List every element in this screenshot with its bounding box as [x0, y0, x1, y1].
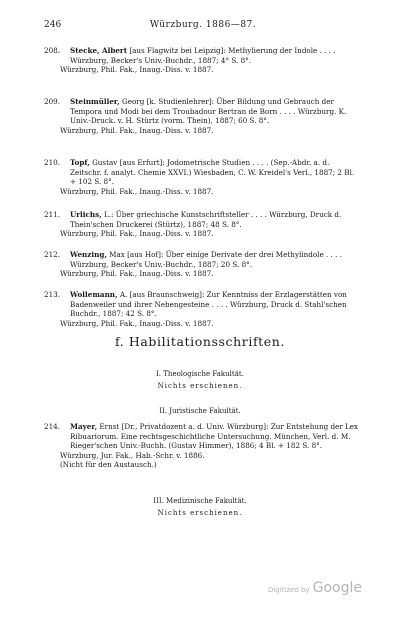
- list-item: [44, 97, 362, 135]
- entry-text: [70, 422, 362, 451]
- list-item: [44, 290, 362, 328]
- entry-description: Gustav [aus Erfurt]: Jodometrische Studien . . . . (Sep.-Abdr. a. d. Zeitschr. f. analyt. Chemie XXVI.) Wiesbaden, C. W. Kreidel's Verl., 1887; 2 Bl. + 102 S. 8°.: [70, 158, 355, 187]
- entry-text: [70, 46, 362, 65]
- entry-faculty-note: Würzburg, Jur. Fak., Hab.-Schr. v. 1886.: [60, 450, 205, 460]
- entry-text: [70, 210, 362, 229]
- entry-number: 208.: [44, 46, 61, 55]
- entry-author: Topf,: [70, 158, 90, 167]
- entry-faculty-note: Würzburg, Phil. Fak., Inaug.-Diss. v. 1887.: [60, 65, 214, 75]
- list-item: [44, 210, 362, 239]
- faculty-heading-law: II. Juristische Fakultät.: [159, 407, 241, 415]
- entry-number: 212.: [44, 250, 61, 259]
- faculty-heading-medicine: III. Medizinische Fakultät.: [153, 497, 247, 505]
- entry-author: Steinmüller,: [70, 97, 120, 106]
- list-item: [44, 422, 362, 470]
- entry-description: [aus Flagwitz bei Leipzig]: Methylierung der Indole . . . . Würzburg, Becker's Univ.-Buchdr., 1887; 4° S. 8°.: [70, 46, 336, 65]
- google-watermark: [268, 577, 362, 596]
- entry-number: 209.: [44, 97, 61, 106]
- entry-author: Stecke, Albert: [70, 46, 128, 55]
- entry-text: [70, 97, 362, 126]
- entry-description: Max [aus Hof]: Über einige Derivate der drei Methylindole . . . . Würzburg, Becker's Univ.-Buchdr., 1887; 20 S. 8°.: [70, 250, 342, 269]
- exchange-note: (Nicht für den Austausch.): [60, 460, 157, 470]
- entry-author: Wenzing,: [70, 250, 107, 259]
- list-item: [44, 250, 362, 279]
- entry-author: Urlichs,: [70, 210, 102, 219]
- google-logo: Google: [312, 580, 362, 596]
- entry-number: 210.: [44, 158, 61, 167]
- entry-faculty-note: Würzburg, Phil. Fak., Inaug.-Diss. v. 1887.: [60, 125, 214, 135]
- entry-number: 213.: [44, 290, 61, 299]
- entry-faculty-note: Würzburg, Phil. Fak., Inaug.-Diss. v. 1887.: [60, 229, 214, 239]
- theology-none-note: Nichts erschienen.: [157, 382, 243, 390]
- entry-author: Wollemann,: [70, 290, 118, 299]
- list-item: [44, 158, 362, 196]
- faculty-heading-theology: I. Theologische Fakultät.: [156, 370, 244, 378]
- entry-number: 214.: [44, 422, 61, 431]
- entry-author: Mayer,: [70, 422, 98, 431]
- entry-faculty-note: Würzburg, Phil. Fak., Inaug.-Diss. v. 1887.: [60, 318, 214, 328]
- watermark-small-text: Digitized by: [267, 586, 310, 594]
- entry-description: Ernst [Dr., Privatdozent a. d. Univ. Würzburg]: Zur Entstehung der Lex Ribuariorum. Eine rechtsgeschichtliche Untersuchung. München, Verl. d. M. Rieger'schen Univ.-Buchh. (Gustav Himmer), 1886; 4 Bl. + 182 S. 8°.: [70, 422, 359, 451]
- running-title: Würzburg. 1886—87.: [149, 20, 257, 30]
- entry-text: [70, 250, 362, 269]
- entry-text: [70, 290, 362, 319]
- entry-description: Georg [k. Studienlehrer]: Über Bildung und Gebrauch der Tempora und Modi bei dem Troubadour Bertran de Born . . . . Würzburg. K. Univ.-Druck. v. H. Stürtz (vorm. Thein), 1887; 60 S. 8°.: [70, 97, 347, 126]
- page-number: 246: [44, 20, 62, 30]
- entry-text: [70, 158, 362, 187]
- entry-description: A. [aus Braunschweig]: Zur Kenntniss der Erzlagerstätten von Badenweiler und ihrer Nebengesteine . . . . Würzburg, Druck d. Stahl'schen Buchdr., 1887; 42 S. 8°.: [70, 290, 347, 319]
- entry-number: 211.: [44, 210, 61, 219]
- entry-faculty-note: Würzburg, Phil. Fak., Inaug.-Diss. v. 1887.: [60, 269, 214, 279]
- medicine-none-note: Nichts erschienen.: [157, 509, 243, 517]
- page-header: [44, 20, 362, 34]
- section-title: f. Habilitationsschriften.: [114, 334, 286, 349]
- entry-description: L.: Über griechische Kunstschriftsteller . . . . Würzburg, Druck d. Thein'schen Druckerei (Stürtz), 1887; 48 S. 8°.: [70, 210, 342, 229]
- list-item: [44, 46, 362, 75]
- entry-faculty-note: Würzburg, Phil. Fak., Inaug.-Diss. v. 1887.: [60, 186, 214, 196]
